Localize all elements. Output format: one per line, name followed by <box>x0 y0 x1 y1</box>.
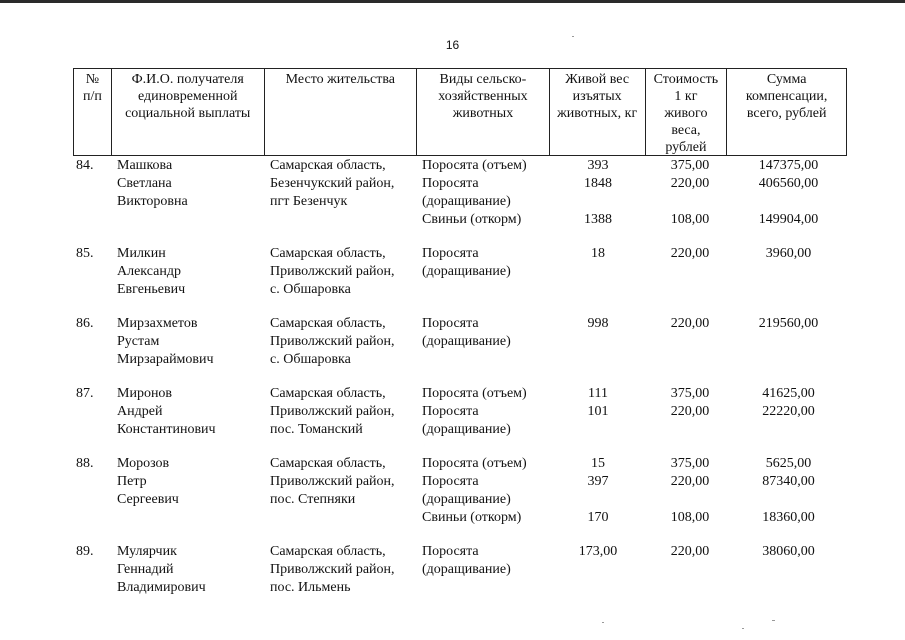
page-top-border <box>0 0 905 3</box>
compensation-sum-value: 149904,00 <box>758 212 819 227</box>
animal-type-line: Поросята <box>422 404 479 419</box>
table-header <box>73 68 847 156</box>
page-number: 16 <box>445 38 460 52</box>
recipient-name-line: Светлана <box>117 176 172 191</box>
residence-line: пос. Ильмень <box>270 580 351 595</box>
header-animal-type <box>417 69 550 155</box>
residence-line: Самарская область, <box>270 316 386 331</box>
price-per-kg-value: 220,00 <box>670 316 710 331</box>
header-price-per-kg <box>646 69 728 155</box>
animal-type-line: Поросята <box>422 176 479 191</box>
recipient-name-line: Андрей <box>117 404 163 419</box>
recipient-name-line: Морозов <box>117 456 170 471</box>
compensation-sum-value: 219560,00 <box>758 316 819 331</box>
animal-type-line: Свиньи (откорм) <box>422 212 522 227</box>
recipient-name-line: Мирзараймович <box>117 352 214 367</box>
compensation-sum-value: 87340,00 <box>762 474 815 489</box>
residence-line: Безенчукский район, <box>270 176 395 191</box>
scan-speck <box>742 628 744 629</box>
animal-type-line: (доращивание) <box>422 334 511 349</box>
header-live-weight <box>550 69 646 155</box>
compensation-sum-value: 3960,00 <box>765 246 812 261</box>
residence-line: пос. Томанский <box>270 422 363 437</box>
compensation-sum-value: 41625,00 <box>762 386 815 401</box>
recipient-name-line: Сергеевич <box>117 492 179 507</box>
record-number: 86. <box>76 316 94 331</box>
recipient-name-line: Милкин <box>117 246 166 261</box>
scan-speck <box>602 622 604 623</box>
record-number: 85. <box>76 246 94 261</box>
recipient-name-line: Константинович <box>117 422 216 437</box>
compensation-sum-value: 5625,00 <box>765 456 812 471</box>
animal-type-line: (доращивание) <box>422 194 511 209</box>
record-number: 88. <box>76 456 94 471</box>
header-line: Виды сельско- <box>439 72 527 87</box>
residence-line: Самарская область, <box>270 544 386 559</box>
header-number <box>74 69 112 155</box>
residence-line: пгт Безенчук <box>270 194 348 209</box>
price-per-kg-value: 108,00 <box>670 212 710 227</box>
header-line: № <box>85 72 100 87</box>
animal-type-line: Поросята (отъем) <box>422 158 527 173</box>
recipient-name-line: Александр <box>117 264 181 279</box>
header-line: Стоимость <box>653 72 719 87</box>
residence-line: Самарская область, <box>270 456 386 471</box>
animal-type-line: Свиньи (откорм) <box>422 510 522 525</box>
recipient-name-line: Мулярчик <box>117 544 177 559</box>
header-line: изъятых <box>572 89 622 104</box>
residence-line: пос. Степняки <box>270 492 356 507</box>
live-weight-value: 1848 <box>584 176 612 191</box>
header-line: живого <box>664 106 708 121</box>
live-weight-value: 1388 <box>584 212 612 227</box>
compensation-sum-value: 22220,00 <box>762 404 815 419</box>
residence-line: с. Обшаровка <box>270 282 351 297</box>
recipient-name-line: Геннадий <box>117 562 174 577</box>
compensation-sum-value: 38060,00 <box>762 544 815 559</box>
residence-line: Приволжский район, <box>270 404 395 419</box>
recipient-name-line: Мирзахметов <box>117 316 198 331</box>
scan-speck <box>572 36 574 37</box>
recipient-name-line: Рустам <box>117 334 160 349</box>
header-line: Живой вес <box>565 72 630 87</box>
price-per-kg-value: 220,00 <box>670 474 710 489</box>
residence-line: Самарская область, <box>270 386 386 401</box>
header-line: Ф.И.О. получателя <box>131 72 244 87</box>
live-weight-value: 101 <box>587 404 609 419</box>
live-weight-value: 998 <box>587 316 609 331</box>
record-number: 87. <box>76 386 94 401</box>
header-recipient <box>112 69 265 155</box>
header-line: рублей <box>665 140 707 155</box>
animal-type-line: Поросята <box>422 474 479 489</box>
header-line: п/п <box>83 89 102 104</box>
recipient-name-line: Миронов <box>117 386 173 401</box>
residence-line: Приволжский район, <box>270 264 395 279</box>
recipient-name-line: Владимирович <box>117 580 206 595</box>
price-per-kg-value: 375,00 <box>670 158 710 173</box>
price-per-kg-value: 108,00 <box>670 510 710 525</box>
residence-line: Приволжский район, <box>270 334 395 349</box>
header-line: животных, кг <box>557 106 638 121</box>
price-per-kg-value: 220,00 <box>670 246 710 261</box>
residence-line: Самарская область, <box>270 158 386 173</box>
live-weight-value: 18 <box>591 246 605 261</box>
recipient-name-line: Машкова <box>117 158 173 173</box>
scan-speck <box>772 620 775 621</box>
animal-type-line: (доращивание) <box>422 422 511 437</box>
live-weight-value: 173,00 <box>578 544 618 559</box>
live-weight-value: 15 <box>591 456 605 471</box>
live-weight-value: 170 <box>587 510 609 525</box>
header-line: Место жительства <box>285 72 395 87</box>
animal-type-line: Поросята (отъем) <box>422 456 527 471</box>
animal-type-line: Поросята <box>422 544 479 559</box>
animal-type-line: Поросята (отъем) <box>422 386 527 401</box>
price-per-kg-value: 375,00 <box>670 386 710 401</box>
header-line: единовременной <box>137 89 238 104</box>
header-line: хозяйственных <box>438 89 528 104</box>
record-number: 89. <box>76 544 94 559</box>
animal-type-line: Поросята <box>422 246 479 261</box>
price-per-kg-value: 220,00 <box>670 544 710 559</box>
recipient-name-line: Викторовна <box>117 194 188 209</box>
recipient-name-line: Петр <box>117 474 147 489</box>
record-number: 84. <box>76 158 94 173</box>
price-per-kg-value: 220,00 <box>670 176 710 191</box>
header-line: веса, <box>671 123 701 138</box>
header-compensation-sum <box>727 69 846 155</box>
header-line: Сумма <box>766 72 807 87</box>
header-line: социальной выплаты <box>125 106 251 121</box>
recipient-name-line: Евгеньевич <box>117 282 186 297</box>
residence-line: Самарская область, <box>270 246 386 261</box>
residence-line: с. Обшаровка <box>270 352 351 367</box>
compensation-sum-value: 406560,00 <box>758 176 819 191</box>
live-weight-value: 397 <box>587 474 609 489</box>
residence-line: Приволжский район, <box>270 562 395 577</box>
animal-type-line: Поросята <box>422 316 479 331</box>
animal-type-line: (доращивание) <box>422 562 511 577</box>
price-per-kg-value: 220,00 <box>670 404 710 419</box>
header-residence <box>265 69 418 155</box>
live-weight-value: 111 <box>588 386 608 401</box>
compensation-sum-value: 18360,00 <box>762 510 815 525</box>
header-line: всего, рублей <box>746 106 827 121</box>
animal-type-line: (доращивание) <box>422 492 511 507</box>
animal-type-line: (доращивание) <box>422 264 511 279</box>
header-line: животных <box>452 106 514 121</box>
header-line: компенсации, <box>745 89 828 104</box>
residence-line: Приволжский район, <box>270 474 395 489</box>
price-per-kg-value: 375,00 <box>670 456 710 471</box>
live-weight-value: 393 <box>587 158 609 173</box>
header-line: 1 кг <box>674 89 698 104</box>
compensation-sum-value: 147375,00 <box>758 158 819 173</box>
